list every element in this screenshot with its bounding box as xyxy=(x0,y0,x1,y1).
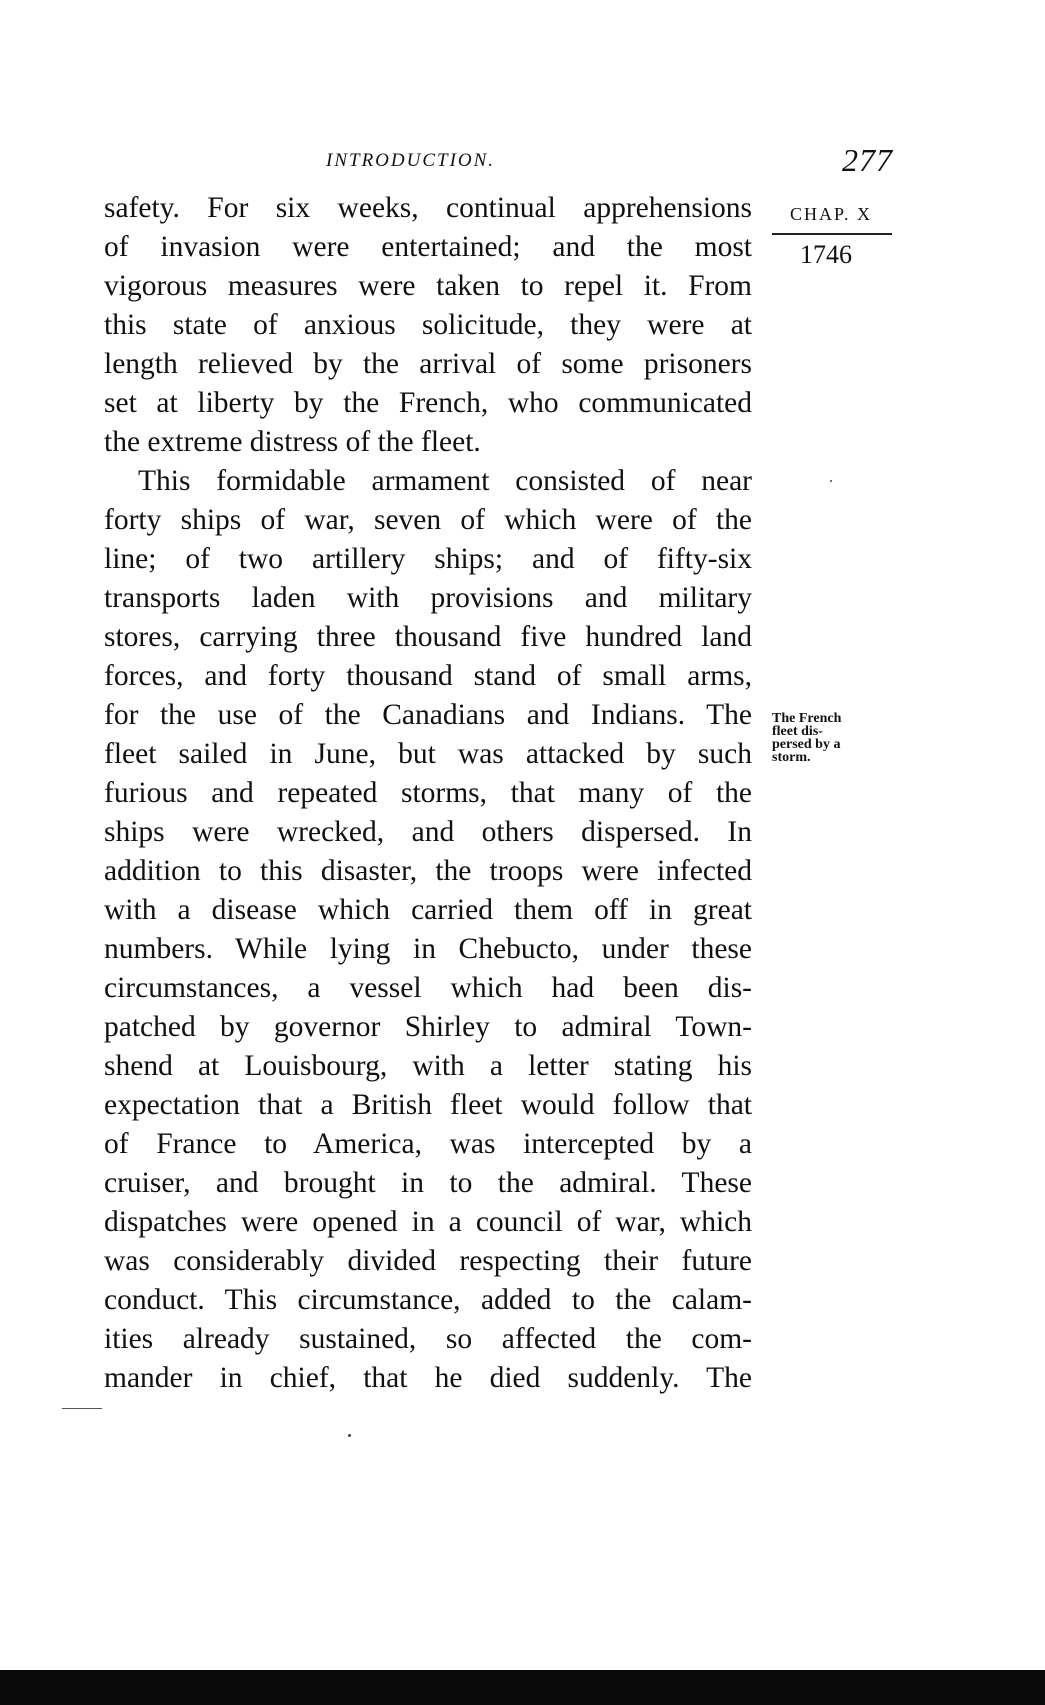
text-line: line; of two artillery ships; and of fifty-six xyxy=(104,543,752,575)
ink-speck xyxy=(348,1434,351,1437)
margin-note-line: fleet dis- xyxy=(772,724,823,739)
text-line: set at liberty by the French, who communicated xyxy=(104,387,752,419)
text-line: addition to this disaster, the troops were infected xyxy=(104,855,752,887)
text-line: this state of anxious solicitude, they were at xyxy=(104,309,752,341)
text-line: expectation that a British fleet would follow that xyxy=(104,1089,752,1121)
text-line: of invasion were entertained; and the most xyxy=(104,231,752,263)
text-line: was considerably divided respecting their future xyxy=(104,1245,752,1277)
text-line: fleet sailed in June, but was attacked by such xyxy=(104,738,752,770)
scan-mark xyxy=(62,1408,102,1409)
text-line: furious and repeated storms, that many of the xyxy=(104,777,752,809)
margin-note-line: persed by a xyxy=(772,737,841,752)
text-line: numbers. While lying in Chebucto, under these xyxy=(104,933,752,965)
text-line: ships were wrecked, and others dispersed. In xyxy=(104,816,752,848)
margin-note-line: storm. xyxy=(772,750,811,765)
text-line: length relieved by the arrival of some prisoners xyxy=(104,348,752,380)
text-line: with a disease which carried them off in great xyxy=(104,894,752,926)
text-line: conduct. This circumstance, added to the calam- xyxy=(104,1284,752,1316)
margin-note-line: The French xyxy=(772,711,842,726)
text-line: This formidable armament consisted of near xyxy=(138,465,752,497)
text-line: forces, and forty thousand stand of small arms, xyxy=(104,660,752,692)
scan-edge-bar xyxy=(0,1670,1045,1705)
chapter-label: CHAP. X xyxy=(790,204,873,224)
page-number: 277 xyxy=(842,142,893,178)
margin-note xyxy=(772,712,882,764)
text-line: safety. For six weeks, continual apprehensions xyxy=(104,192,752,224)
chapter-year: 1746 xyxy=(800,240,852,269)
text-line: for the use of the Canadians and Indians. The xyxy=(104,699,752,731)
text-line: transports laden with provisions and military xyxy=(104,582,752,614)
text-line: the extreme distress of the fleet. xyxy=(104,426,481,458)
text-line: cruiser, and brought in to the admiral. These xyxy=(104,1167,752,1199)
text-line: shend at Louisbourg, with a letter stating his xyxy=(104,1050,752,1082)
text-line: vigorous measures were taken to repel it. From xyxy=(104,270,752,302)
text-line: circumstances, a vessel which had been dis- xyxy=(104,972,752,1004)
body-text xyxy=(104,189,752,1398)
chapter-rule xyxy=(772,233,892,235)
ink-speck xyxy=(830,480,832,482)
text-line: patched by governor Shirley to admiral Town- xyxy=(104,1011,752,1043)
text-line: forty ships of war, seven of which were of the xyxy=(104,504,752,536)
text-line: ities already sustained, so affected the com- xyxy=(104,1323,752,1355)
text-line: of France to America, was intercepted by a xyxy=(104,1128,752,1160)
text-line: dispatches were opened in a council of war, which xyxy=(104,1206,752,1238)
text-line: mander in chief, that he died suddenly. The xyxy=(104,1362,752,1394)
text-line: stores, carrying three thousand five hundred land xyxy=(104,621,752,653)
running-head: INTRODUCTION. xyxy=(326,150,496,171)
